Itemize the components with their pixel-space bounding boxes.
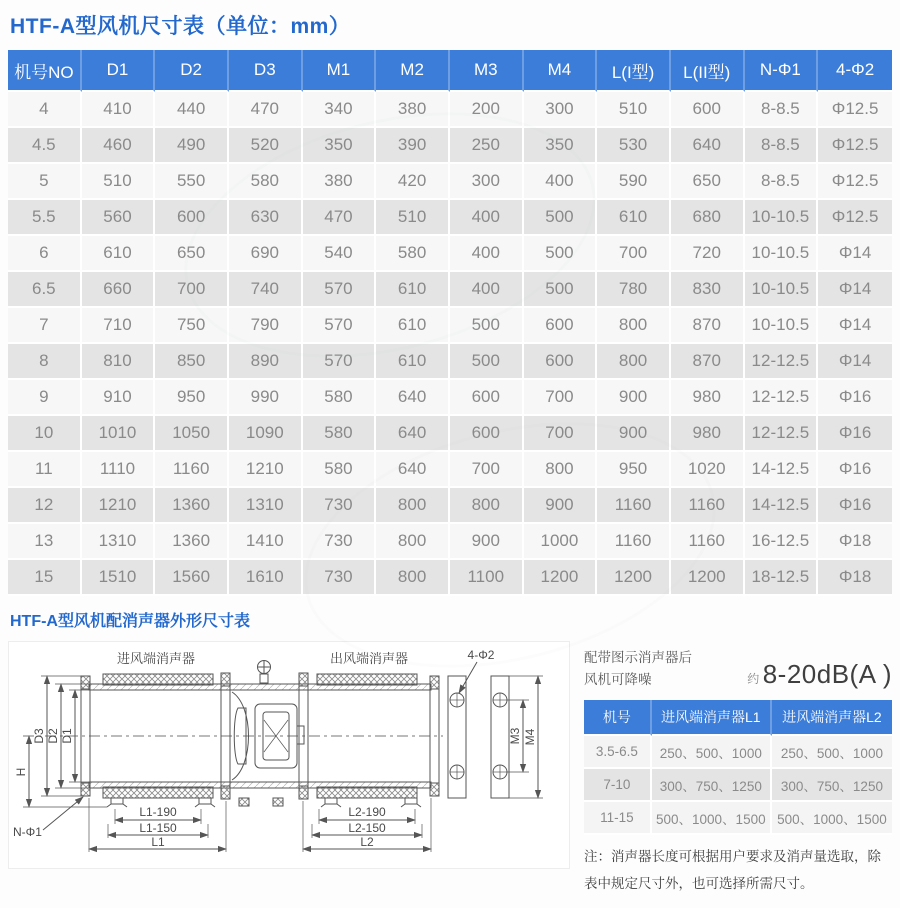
noise-reduction-value bbox=[747, 659, 892, 690]
table-cell: 900 bbox=[597, 416, 671, 452]
table-cell: 1210 bbox=[82, 488, 156, 524]
table-cell: 1160 bbox=[597, 488, 671, 524]
table-cell: 570 bbox=[303, 308, 377, 344]
table-cell: 500 bbox=[524, 200, 598, 236]
table-cell: 1200 bbox=[671, 560, 745, 596]
table-cell: 800 bbox=[450, 488, 524, 524]
n-phi1-label: N-Φ1 bbox=[13, 825, 42, 839]
section-subtitle: HTF-A型风机配消声器外形尺寸表 bbox=[10, 613, 250, 630]
table-cell: 540 bbox=[303, 236, 377, 272]
column-header: L(I型) bbox=[597, 50, 671, 92]
table-cell: Φ16 bbox=[818, 452, 892, 488]
table-cell: 1100 bbox=[450, 560, 524, 596]
table-cell: 800 bbox=[376, 560, 450, 596]
table-cell: 12 bbox=[8, 488, 82, 524]
table-cell: 870 bbox=[671, 344, 745, 380]
table-cell: 10 bbox=[8, 416, 82, 452]
table-cell: 300、750、1250 bbox=[652, 769, 772, 802]
table-cell: Φ14 bbox=[818, 272, 892, 308]
holes-leader-line bbox=[459, 662, 477, 693]
table-cell: 250 bbox=[450, 128, 524, 164]
table-cell: 200 bbox=[450, 92, 524, 128]
fan-motor bbox=[232, 661, 304, 781]
table-cell: 510 bbox=[376, 200, 450, 236]
l2-label: L2 bbox=[360, 835, 374, 849]
column-header: M3 bbox=[450, 50, 524, 92]
table-cell: 1200 bbox=[597, 560, 671, 596]
table-cell: Φ16 bbox=[818, 416, 892, 452]
table-cell: 680 bbox=[671, 200, 745, 236]
intake-silencer-label: 进风端消声器 bbox=[116, 651, 196, 666]
table-cell: 1020 bbox=[671, 452, 745, 488]
column-header: L(II型) bbox=[671, 50, 745, 92]
table-cell: 580 bbox=[376, 236, 450, 272]
table-cell: Φ16 bbox=[818, 380, 892, 416]
table-cell: 400 bbox=[450, 272, 524, 308]
m3-dim-label: M3 bbox=[508, 727, 522, 745]
table-cell: 340 bbox=[303, 92, 377, 128]
table-cell: 610 bbox=[376, 272, 450, 308]
table-cell: 400 bbox=[450, 200, 524, 236]
table-row bbox=[8, 344, 892, 380]
table-cell: 12-12.5 bbox=[745, 416, 819, 452]
table-cell: 1160 bbox=[671, 524, 745, 560]
n-phi1-leader bbox=[43, 797, 83, 830]
table-row bbox=[8, 200, 892, 236]
table-cell: 560 bbox=[82, 200, 156, 236]
table-cell: 700 bbox=[155, 272, 229, 308]
d2-dim-label: D2 bbox=[46, 728, 60, 744]
table-cell: 500 bbox=[450, 344, 524, 380]
table-cell: 15 bbox=[8, 560, 82, 596]
column-header: 机号NO bbox=[8, 50, 82, 92]
table-row bbox=[584, 769, 892, 802]
table-cell: 300 bbox=[450, 164, 524, 200]
table-cell: Φ12.5 bbox=[818, 128, 892, 164]
table-row bbox=[8, 380, 892, 416]
table-cell: 1110 bbox=[82, 452, 156, 488]
table-cell: 950 bbox=[597, 452, 671, 488]
table-cell: 520 bbox=[229, 128, 303, 164]
table-cell: 700 bbox=[524, 380, 598, 416]
table-cell: 890 bbox=[229, 344, 303, 380]
table-cell: 1160 bbox=[671, 488, 745, 524]
table-cell: 16-12.5 bbox=[745, 524, 819, 560]
noise-text-line2: 风机可降噪 bbox=[584, 671, 652, 687]
table-cell: 690 bbox=[229, 236, 303, 272]
table-cell: 9 bbox=[8, 380, 82, 416]
table-cell: 1160 bbox=[597, 524, 671, 560]
table-cell: 600 bbox=[155, 200, 229, 236]
table-cell: 780 bbox=[597, 272, 671, 308]
table-cell: 1160 bbox=[155, 452, 229, 488]
silencer-outline-diagram bbox=[8, 641, 570, 869]
table-cell: 600 bbox=[671, 92, 745, 128]
table-cell: 250、500、1000 bbox=[652, 736, 772, 769]
d1-dim-label: D1 bbox=[60, 728, 74, 744]
column-header: M1 bbox=[303, 50, 377, 92]
column-header: 进风端消声器L2 bbox=[772, 700, 892, 736]
table-cell: 400 bbox=[524, 164, 598, 200]
table-cell: Φ14 bbox=[818, 236, 892, 272]
l1-150-label: L1-150 bbox=[139, 821, 177, 835]
table-cell: 1310 bbox=[82, 524, 156, 560]
table-cell: 910 bbox=[82, 380, 156, 416]
table-cell: 570 bbox=[303, 272, 377, 308]
table-cell: 740 bbox=[229, 272, 303, 308]
table-cell: 750 bbox=[155, 308, 229, 344]
table-cell: 300、750、1250 bbox=[772, 769, 892, 802]
table-cell: 470 bbox=[303, 200, 377, 236]
table-cell: 1200 bbox=[524, 560, 598, 596]
table-cell: 810 bbox=[82, 344, 156, 380]
table-cell: 640 bbox=[671, 128, 745, 164]
table-cell: 380 bbox=[303, 164, 377, 200]
m4-dim-label: M4 bbox=[523, 728, 537, 746]
table-cell: 6 bbox=[8, 236, 82, 272]
table-cell: 460 bbox=[82, 128, 156, 164]
table-cell: 1410 bbox=[229, 524, 303, 560]
table-cell: 4.5 bbox=[8, 128, 82, 164]
column-header: 4-Φ2 bbox=[818, 50, 892, 92]
table-cell: 500 bbox=[450, 308, 524, 344]
table-row bbox=[8, 272, 892, 308]
table-cell: 350 bbox=[303, 128, 377, 164]
table-cell: 410 bbox=[82, 92, 156, 128]
l2-150-label: L2-150 bbox=[348, 821, 386, 835]
table-row bbox=[8, 164, 892, 200]
table-cell: 600 bbox=[524, 308, 598, 344]
table-cell: 500、1000、1500 bbox=[772, 802, 892, 835]
table-cell: Φ12.5 bbox=[818, 200, 892, 236]
table-row bbox=[584, 736, 892, 769]
outlet-silencer-label: 出风端消声器 bbox=[329, 651, 409, 666]
table-row bbox=[8, 128, 892, 164]
column-header: M4 bbox=[524, 50, 598, 92]
table-cell: 1050 bbox=[155, 416, 229, 452]
noise-text-line1: 配带图示消声器后 bbox=[584, 650, 692, 665]
table-cell: 900 bbox=[597, 380, 671, 416]
table-cell: 870 bbox=[671, 308, 745, 344]
table-cell: 600 bbox=[450, 416, 524, 452]
table-cell: 10-10.5 bbox=[745, 308, 819, 344]
approx-label: 约 bbox=[747, 672, 760, 687]
h-dim-label: H bbox=[14, 767, 28, 777]
footnote-line2: 表中规定尺寸外，也可选择所需尺寸。 bbox=[584, 875, 814, 891]
table-cell: 500 bbox=[524, 272, 598, 308]
table-cell: Φ12.5 bbox=[818, 92, 892, 128]
table-cell: Φ14 bbox=[818, 344, 892, 380]
table-cell: 640 bbox=[376, 380, 450, 416]
table-cell: 300 bbox=[524, 92, 598, 128]
table-cell: 830 bbox=[671, 272, 745, 308]
table-cell: 730 bbox=[303, 560, 377, 596]
table-cell: 630 bbox=[229, 200, 303, 236]
table-cell: 550 bbox=[155, 164, 229, 200]
table-row bbox=[8, 452, 892, 488]
table-cell: 14-12.5 bbox=[745, 452, 819, 488]
table-cell: Φ14 bbox=[818, 308, 892, 344]
l1-label: L1 bbox=[151, 835, 165, 849]
table-cell: 700 bbox=[524, 416, 598, 452]
column-header: M2 bbox=[376, 50, 450, 92]
table-cell: 1090 bbox=[229, 416, 303, 452]
table-cell: 8 bbox=[8, 344, 82, 380]
table-cell: 3.5-6.5 bbox=[584, 736, 652, 769]
silencer-length-table bbox=[584, 700, 892, 835]
table-cell: 590 bbox=[597, 164, 671, 200]
column-header: 进风端消声器L1 bbox=[652, 700, 772, 736]
table-cell: 700 bbox=[450, 452, 524, 488]
table-cell: 700 bbox=[597, 236, 671, 272]
table-cell: 900 bbox=[524, 488, 598, 524]
table-cell: 6.5 bbox=[8, 272, 82, 308]
table-cell: 420 bbox=[376, 164, 450, 200]
table-cell: 1560 bbox=[155, 560, 229, 596]
flange-strips bbox=[448, 676, 509, 798]
footnote bbox=[584, 844, 892, 897]
footnote-line1: 注：消声器长度可根据用户要求及消声量选取，除 bbox=[584, 849, 881, 865]
table-row bbox=[8, 236, 892, 272]
table-cell: 1210 bbox=[229, 452, 303, 488]
table-cell: 490 bbox=[155, 128, 229, 164]
table-cell: 10-10.5 bbox=[745, 200, 819, 236]
table-cell: 390 bbox=[376, 128, 450, 164]
l1-190-label: L1-190 bbox=[139, 805, 177, 819]
db-value: 8-20dB(A ) bbox=[762, 659, 892, 690]
table-cell: 650 bbox=[155, 236, 229, 272]
table-cell: 5.5 bbox=[8, 200, 82, 236]
table-cell: Φ16 bbox=[818, 488, 892, 524]
table-cell: 1610 bbox=[229, 560, 303, 596]
table-cell: 730 bbox=[303, 488, 377, 524]
table-cell: 990 bbox=[229, 380, 303, 416]
table-cell: 1000 bbox=[524, 524, 598, 560]
table-cell: 12-12.5 bbox=[745, 380, 819, 416]
table-cell: 730 bbox=[303, 524, 377, 560]
table-cell: 4 bbox=[8, 92, 82, 128]
table-cell: 7 bbox=[8, 308, 82, 344]
table-cell: 1010 bbox=[82, 416, 156, 452]
table-row bbox=[584, 802, 892, 835]
column-header: 机号 bbox=[584, 700, 652, 736]
table-cell: 1510 bbox=[82, 560, 156, 596]
table-cell: 580 bbox=[229, 164, 303, 200]
table-cell: 610 bbox=[376, 308, 450, 344]
table-cell: 600 bbox=[524, 344, 598, 380]
table-cell: 580 bbox=[303, 416, 377, 452]
table-header-row bbox=[8, 50, 892, 92]
d3-dim-label: D3 bbox=[32, 728, 46, 744]
lower-section bbox=[8, 641, 892, 897]
column-header: D2 bbox=[155, 50, 229, 92]
table-cell: 10-10.5 bbox=[745, 272, 819, 308]
table-cell: 250、500、1000 bbox=[772, 736, 892, 769]
table-cell: 610 bbox=[597, 200, 671, 236]
l2-190-label: L2-190 bbox=[348, 805, 386, 819]
table-cell: 7-10 bbox=[584, 769, 652, 802]
table-cell: 790 bbox=[229, 308, 303, 344]
table-cell: 1360 bbox=[155, 524, 229, 560]
table-row bbox=[8, 488, 892, 524]
table-cell: 11 bbox=[8, 452, 82, 488]
table-cell: 10-10.5 bbox=[745, 236, 819, 272]
column-header: D1 bbox=[82, 50, 156, 92]
table-cell: Φ12.5 bbox=[818, 164, 892, 200]
table-cell: 800 bbox=[597, 344, 671, 380]
table-cell: 8-8.5 bbox=[745, 164, 819, 200]
table-cell: 800 bbox=[376, 524, 450, 560]
table-cell: 380 bbox=[376, 92, 450, 128]
fan-dimensions-table bbox=[8, 50, 892, 596]
table-cell: 8-8.5 bbox=[745, 92, 819, 128]
table-cell: 650 bbox=[671, 164, 745, 200]
table-cell: 800 bbox=[376, 488, 450, 524]
table-cell: 950 bbox=[155, 380, 229, 416]
silencer-info-panel bbox=[584, 641, 892, 897]
table-cell: 640 bbox=[376, 416, 450, 452]
table-cell: Φ18 bbox=[818, 560, 892, 596]
page-title: HTF-A型风机尺寸表（单位：mm） bbox=[10, 15, 351, 38]
table-cell: 980 bbox=[671, 416, 745, 452]
noise-reduction-text bbox=[584, 647, 692, 690]
technical-drawing bbox=[11, 646, 565, 862]
table-cell: 600 bbox=[450, 380, 524, 416]
table-cell: 510 bbox=[597, 92, 671, 128]
table-row bbox=[8, 560, 892, 596]
table-cell: 11-15 bbox=[584, 802, 652, 835]
table-cell: 1310 bbox=[229, 488, 303, 524]
table-cell: 18-12.5 bbox=[745, 560, 819, 596]
column-header: D3 bbox=[229, 50, 303, 92]
table-cell: 470 bbox=[229, 92, 303, 128]
table-cell: 570 bbox=[303, 344, 377, 380]
table-cell: 510 bbox=[82, 164, 156, 200]
table-cell: 850 bbox=[155, 344, 229, 380]
table-cell: 500 bbox=[524, 236, 598, 272]
table-cell: 800 bbox=[524, 452, 598, 488]
table-header-row bbox=[584, 700, 892, 736]
table-cell: 350 bbox=[524, 128, 598, 164]
table-row bbox=[8, 416, 892, 452]
table-cell: 440 bbox=[155, 92, 229, 128]
table-cell: 5 bbox=[8, 164, 82, 200]
table-cell: 500、1000、1500 bbox=[652, 802, 772, 835]
table-cell: 980 bbox=[671, 380, 745, 416]
table-cell: 710 bbox=[82, 308, 156, 344]
table-cell: 400 bbox=[450, 236, 524, 272]
table-cell: 720 bbox=[671, 236, 745, 272]
table-cell: 530 bbox=[597, 128, 671, 164]
table-cell: Φ18 bbox=[818, 524, 892, 560]
table-row bbox=[8, 524, 892, 560]
table-row bbox=[8, 308, 892, 344]
table-cell: 640 bbox=[376, 452, 450, 488]
holes-dim-label: 4-Φ2 bbox=[467, 648, 495, 662]
noise-reduction-row bbox=[584, 647, 892, 690]
table-cell: 13 bbox=[8, 524, 82, 560]
table-cell: 580 bbox=[303, 380, 377, 416]
table-cell: 12-12.5 bbox=[745, 344, 819, 380]
table-cell: 610 bbox=[376, 344, 450, 380]
table-cell: 580 bbox=[303, 452, 377, 488]
table-cell: 8-8.5 bbox=[745, 128, 819, 164]
table-cell: 610 bbox=[82, 236, 156, 272]
table-cell: 660 bbox=[82, 272, 156, 308]
table-cell: 800 bbox=[597, 308, 671, 344]
table-cell: 900 bbox=[450, 524, 524, 560]
table-cell: 14-12.5 bbox=[745, 488, 819, 524]
table-cell: 1360 bbox=[155, 488, 229, 524]
table-row bbox=[8, 92, 892, 128]
column-header: N-Φ1 bbox=[745, 50, 819, 92]
